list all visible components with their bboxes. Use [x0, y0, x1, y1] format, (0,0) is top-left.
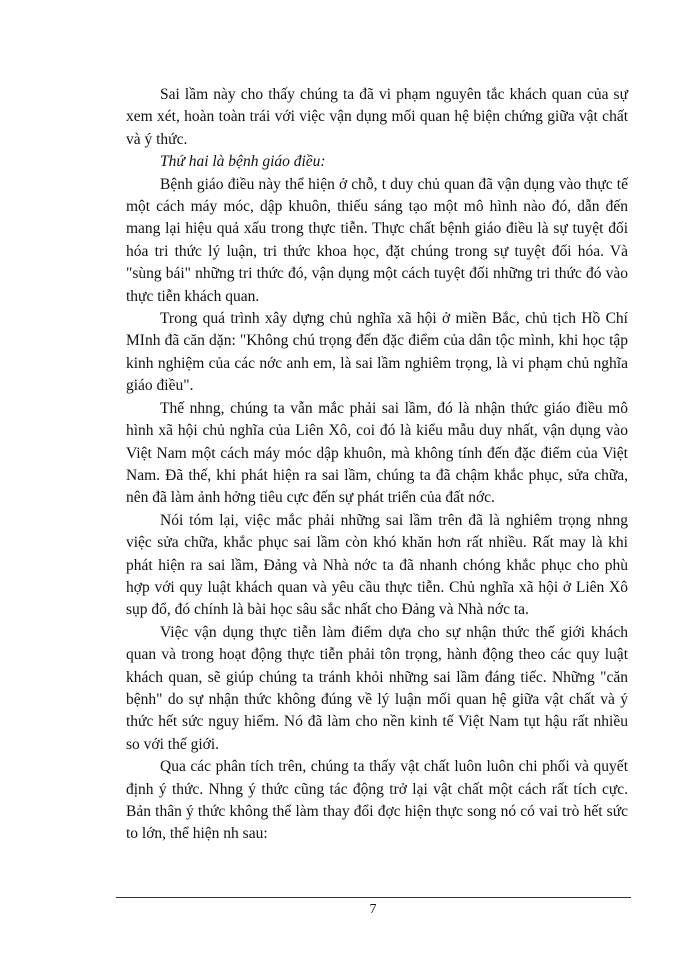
body-text — [126, 84, 628, 846]
paragraph-6: Nói tóm lại, việc mắc phải những sai lầm trên đã là nghiêm trọng nhng việc sửa chữa, khắc phục sai lầm còn khó khăn hơn rất nhiều. Rất may là khi phát hiện ra sai lầm, Đảng và Nhà nớc ta đã nhanh chóng khắc phục cho phù hợp với quy luật khách quan và yêu cầu thực tiễn. Chủ nghĩa xã hội ở Liên Xô sụp đổ, đó chính là bài học sâu sắc nhất cho Đảng và Nhà nớc ta. — [126, 511, 628, 619]
footer-divider — [116, 897, 631, 898]
paragraph-7: Việc vận dụng thực tiễn làm điểm dựa cho sự nhận thức thế giới khách quan và trong hoạt động thực tiễn phải tôn trọng, hành động theo các quy luật khách quan, sẽ giúp chúng ta tránh khỏi những sai lầm đáng tiếc. Những "căn bệnh" do sự nhận thức không đúng về lý luận mối quan hệ giữa vật chất và ý thức hết sức nguy hiểm. Nó đã làm cho nền kinh tế Việt Nam tụt hậu rất nhiều so với thế giới. — [126, 623, 628, 753]
paragraph-5: Thế nhng, chúng ta vẫn mắc phải sai lầm, đó là nhận thức giáo điều mô hình xã hội chủ nghĩa của Liên Xô, coi đó là kiểu mẫu duy nhất, vận dụng vào Việt Nam một cách máy móc dập khuôn, mà không tính đến đặc điểm của Việt Nam. Đã thế, khi phát hiện ra sai lầm, chúng ta đã chậm khắc phục, sửa chữa, nên đã làm ảnh hởng tiêu cực đến sự phát triển của đất nớc. — [126, 399, 628, 507]
paragraph-1: Sai lầm này cho thấy chúng ta đã vi phạm nguyên tắc khách quan của sự xem xét, hoàn toàn trái với việc vận dụng mối quan hệ biện chứng giữa vật chất và ý thức. — [126, 86, 628, 148]
paragraph-4: Trong quá trình xây dựng chủ nghĩa xã hội ở miền Bắc, chủ tịch Hồ Chí MInh đã căn dặn: "Không chú trọng đến đặc điểm của dân tộc mình, khi học tập kinh nghiệm của các nớc anh em, là sai lầm nghiêm trọng, là vi phạm chủ nghĩa giáo điều". — [126, 310, 628, 395]
section-heading: Thứ hai là bệnh giáo điều: — [160, 153, 326, 171]
page-number: 7 — [369, 902, 377, 917]
paragraph-3: Bệnh giáo điều này thể hiện ở chỗ, t duy chủ quan đã vận dụng vào thực tế một cách máy móc, dập khuôn, thiếu sáng tạo một mô hình nào đó, dẫn đến mang lại hiệu quả xấu trong thực tiễn. Thực chất bệnh giáo điều là sự tuyệt đối hóa tri thức lý luận, tri thức khoa học, đặt chúng trong sự tuyệt đối hóa. Và "sùng bái" những tri thức đó, vận dụng một cách tuyệt đối những tri thức đó vào thực tiễn khách quan. — [126, 175, 628, 305]
paragraph-8: Qua các phân tích trên, chúng ta thấy vật chất luôn luôn chi phối và quyết định ý thức. Nhng ý thức cũng tác động trở lại vật chất một cách rất tích cực. Bản thân ý thức không thể làm thay đổi đợc hiện thực song nó có vai trò hết sức to lớn, thể hiện nh sau: — [126, 758, 628, 843]
